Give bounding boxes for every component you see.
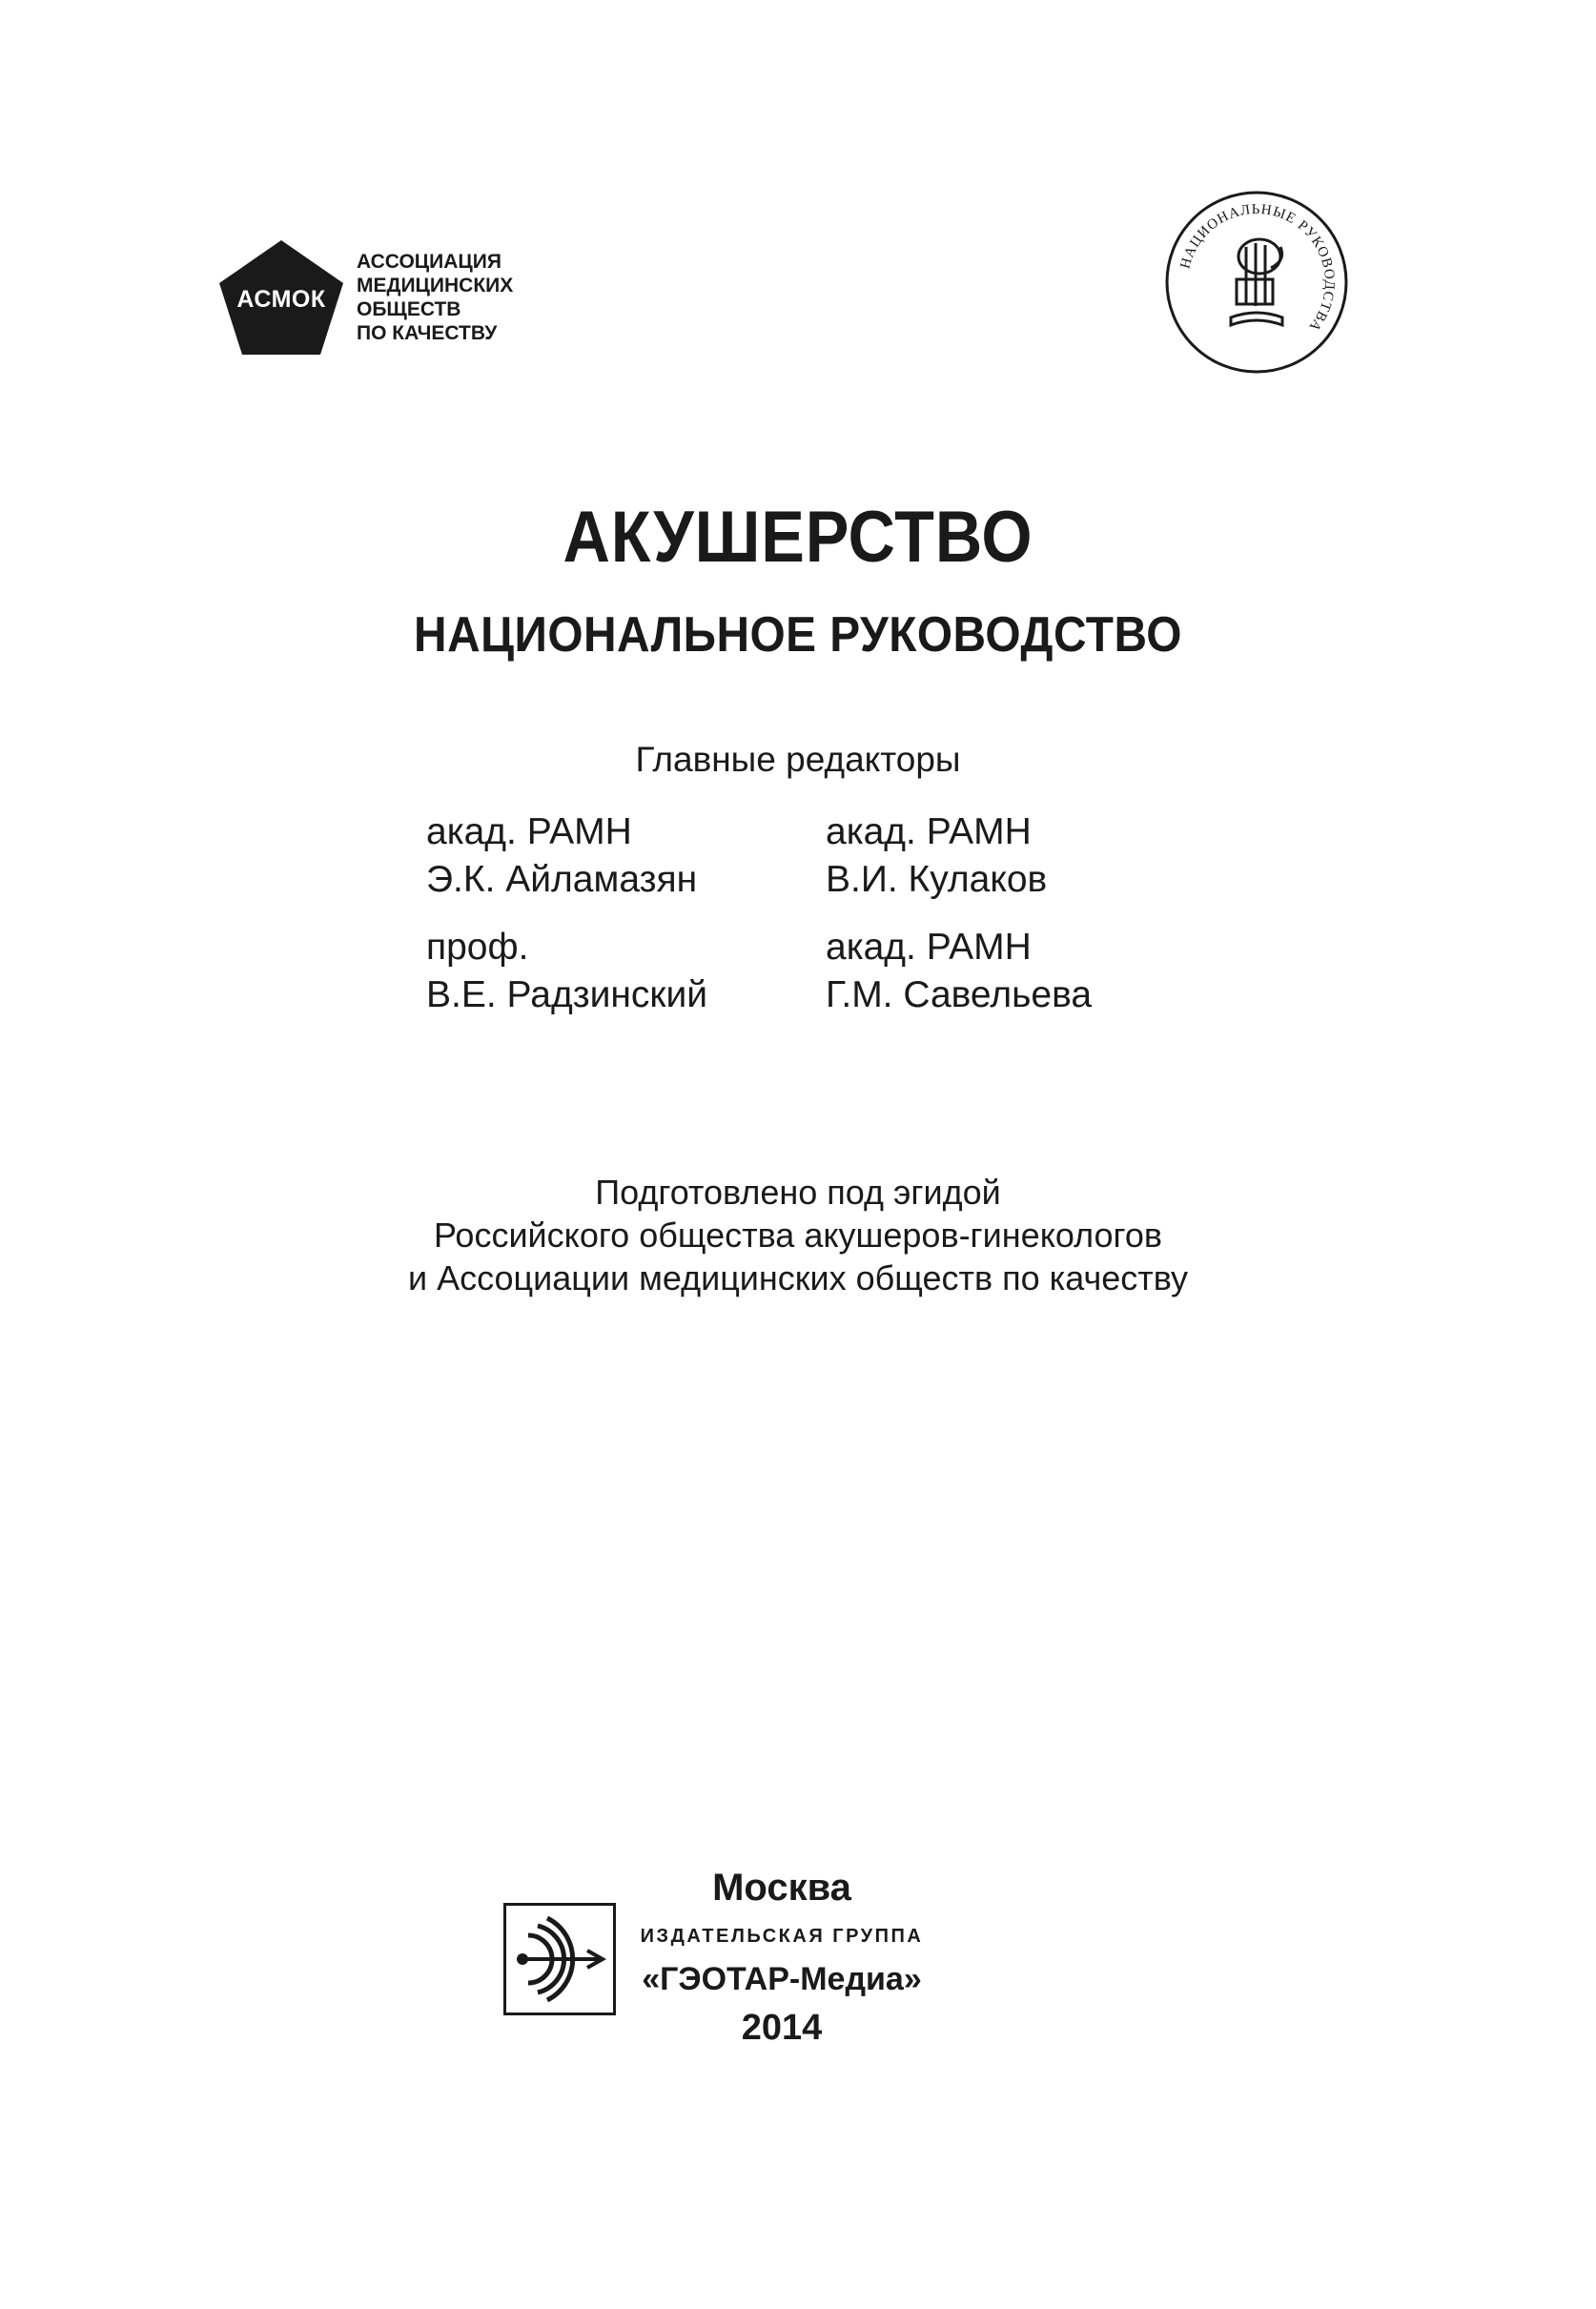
- editor-rank: акад. РАМН: [826, 927, 1032, 968]
- editors-heading: Главные редакторы: [635, 740, 961, 779]
- book-subtitle: НАЦИОНАЛЬНОЕ РУКОВОДСТВО: [414, 607, 1182, 663]
- asmok-name-line: ПО КАЧЕСТВУ: [357, 322, 498, 344]
- asmok-name-line: МЕДИЦИНСКИХ: [357, 275, 514, 296]
- svg-text:НАЦИОНАЛЬНЫЕ РУКОВОДСТВА: [1177, 202, 1337, 335]
- editor-rank: проф.: [426, 927, 529, 968]
- editor-entry: [426, 924, 707, 1019]
- national-guidelines-seal-logo: [1164, 190, 1349, 375]
- auspices-line: и Ассоциации медицинских обществ по качеству: [407, 1258, 1189, 1298]
- auspices-note: [0, 1171, 1596, 1299]
- editor-rank: акад. РАМН: [426, 811, 632, 852]
- book-title: АКУШЕРСТВО: [563, 497, 1033, 578]
- publisher-logo-icon: [503, 1903, 616, 2015]
- publisher-group: ИЗДАТЕЛЬСКАЯ ГРУППА: [640, 1926, 924, 1947]
- publisher-name: «ГЭОТАР-Медиа»: [642, 1961, 922, 1997]
- asmok-logo: [217, 238, 561, 353]
- editor-entry: [826, 808, 1047, 904]
- editor-name: В.Е. Радзинский: [426, 974, 708, 1015]
- editor-entry: [426, 808, 697, 904]
- asmok-name: [357, 250, 576, 345]
- editor-entry: [826, 924, 1092, 1019]
- asmok-name-line: АССОЦИАЦИЯ: [357, 251, 501, 273]
- editor-name: Г.М. Савельева: [826, 974, 1093, 1015]
- auspices-line: Российского общества акушеров-гинекологов: [434, 1216, 1162, 1255]
- editor-name: В.И. Кулаков: [826, 859, 1048, 900]
- asmok-mark-text: АСМОК: [236, 286, 326, 313]
- publication-year: 2014: [741, 2008, 823, 2048]
- publisher-city: Москва: [712, 1867, 851, 1909]
- seal-ring-text: НАЦИОНАЛЬНЫЕ РУКОВОДСТВА: [1177, 201, 1338, 335]
- editor-name: Э.К. Айламазян: [426, 859, 698, 900]
- asmok-name-line: ОБЩЕСТВ: [357, 298, 461, 320]
- auspices-line: Подготовлено под эгидой: [595, 1173, 1001, 1212]
- editor-rank: акад. РАМН: [826, 811, 1032, 852]
